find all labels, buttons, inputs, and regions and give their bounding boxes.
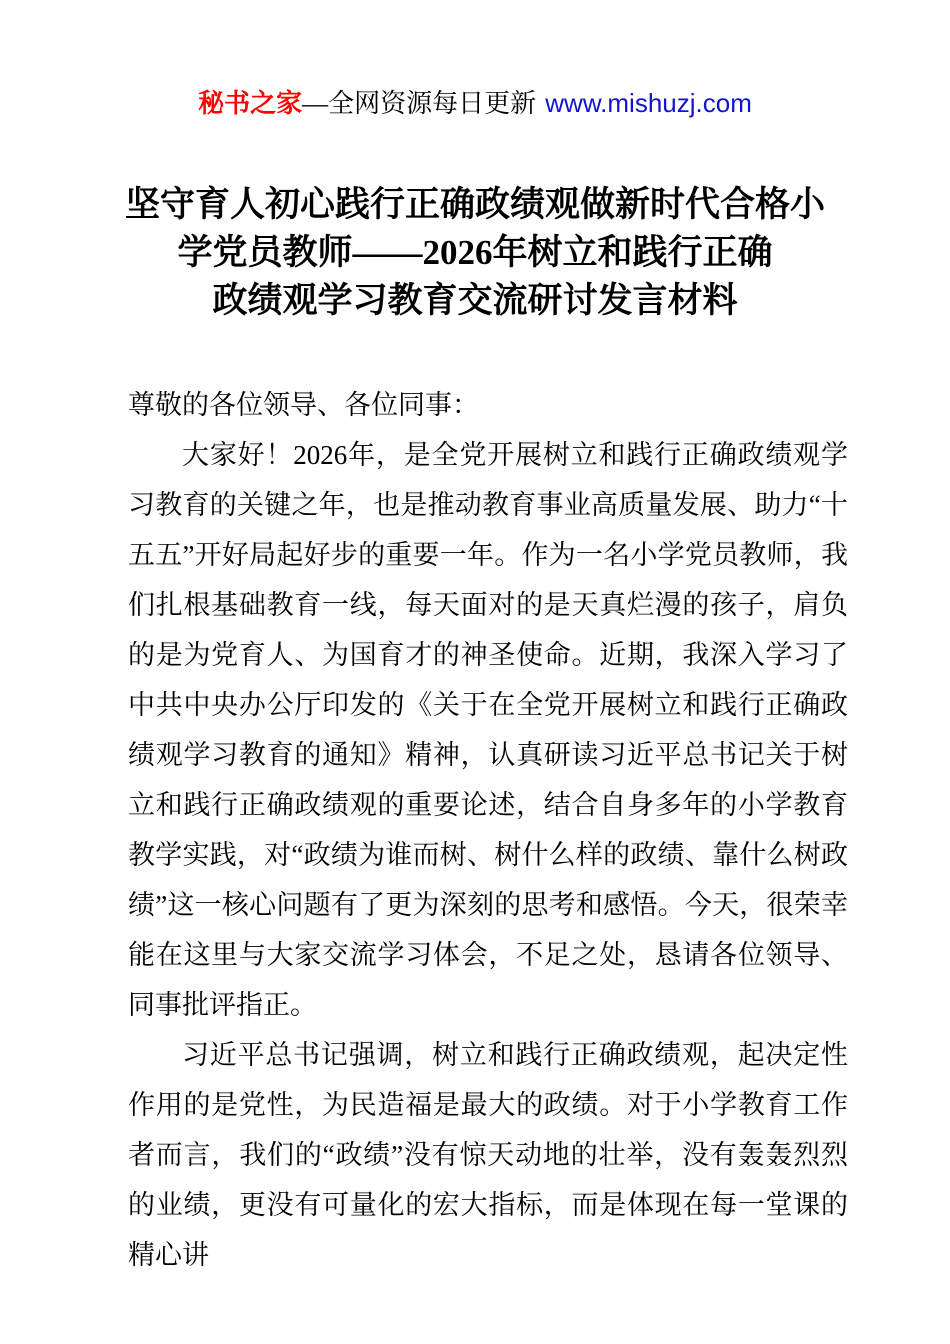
site-brand: 秘书之家 <box>198 89 303 118</box>
document-body <box>128 380 848 1280</box>
document-title-line: 政绩观学习教育交流研讨发言材料 <box>212 281 738 320</box>
document-title-line: 坚守育人初心践行正确政绩观做新时代合格小 <box>124 185 825 224</box>
site-url-link[interactable]: www.mishuzj.com <box>545 88 752 118</box>
body-paragraph: 习近平总书记强调，树立和践行正确政绩观，起决定性作用的是党性，为民造福是最大的政绩。对于小学教育工作者而言，我们的“政绩”没有惊天动地的壮举，没有轰轰烈烈的业绩，更没有可量化的宏大指标，而是体现在每一堂课的精心讲 <box>128 1040 848 1270</box>
site-banner <box>0 88 950 119</box>
document-title <box>0 181 950 325</box>
salutation: 尊敬的各位领导、各位同事： <box>128 390 479 420</box>
body-paragraph: 大家好！2026年，是全党开展树立和践行正确政绩观学习教育的关键之年，也是推动教育事业高质量发展、助力“十五五”开好局起好步的重要一年。作为一名小学党员教师，我们扎根基础教育一线，每天面对的是天真烂漫的孩子，肩负的是为党育人、为国育才的神圣使命。近期，我深入学习了中共中央办公厅印发的《关于在全党开展树立和践行正确政绩观学习教育的通知》精神，认真研读习近平总书记关于树立和践行正确政绩观的重要论述，结合自身多年的小学教育教学实践，对“政绩为谁而树、树什么样的政绩、靠什么树政绩”这一核心问题有了更为深刻的思考和感悟。今天，很荣幸能在这里与大家交流学习体会，不足之处，恳请各位领导、同事批评指正。 <box>128 440 848 1020</box>
site-tagline: —全网资源每日更新 <box>302 89 537 118</box>
document-title-line: 学党员教师——2026年树立和践行正确 <box>177 233 773 272</box>
